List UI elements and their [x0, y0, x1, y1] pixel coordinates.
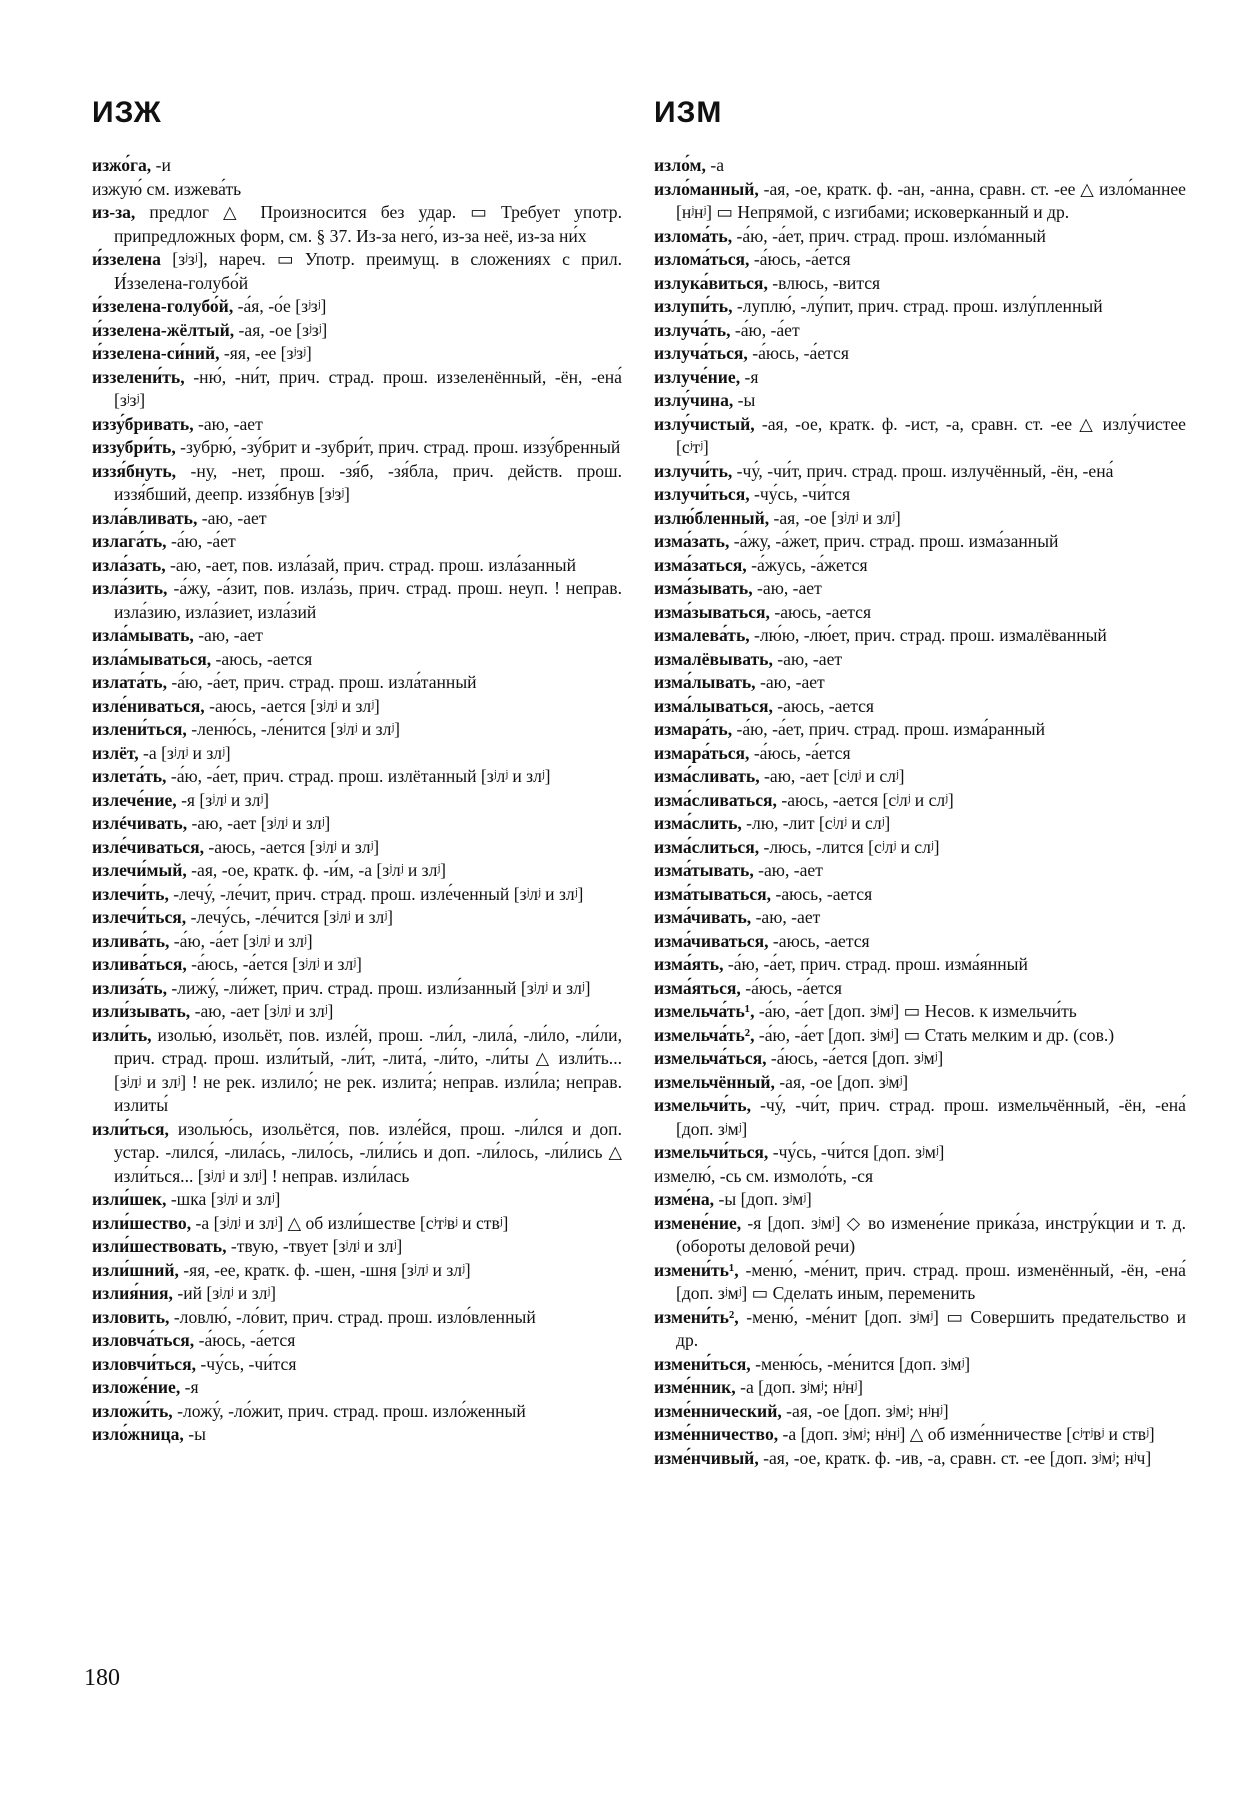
entry-body: измелю́, -сь см. измоло́ть, -ся	[654, 1165, 874, 1186]
entry-body: -ы	[733, 390, 756, 410]
entry-body: -меню́сь, -ме́нится [доп. зʲмʲ]	[750, 1353, 971, 1374]
entry-headword: излечи́мый,	[92, 860, 187, 880]
entry-body: -аюсь, -ается [зʲлʲ и злʲ]	[204, 836, 380, 857]
entry-headword: изма́слиться,	[654, 836, 760, 857]
entry-body: -а [доп. зʲмʲ; нʲнʲ] △ об изме́нничестве [сʲтʲвʲ и ствʲ]	[778, 1424, 1155, 1444]
entry-headword: излива́ть,	[92, 930, 170, 951]
entry-body: -аюсь, -ается [сʲлʲ и слʲ]	[776, 789, 954, 810]
entry-body: -аюсь, -ается	[211, 648, 313, 669]
dictionary-entry	[92, 765, 622, 789]
entry-headword: излупи́ть,	[654, 296, 733, 316]
dictionary-entry	[654, 248, 1186, 272]
dictionary-entry	[654, 1000, 1186, 1024]
entry-headword: изма́ять,	[654, 954, 724, 974]
entry-headword: иззубри́ть,	[92, 437, 176, 457]
entry-body: -я [доп. зʲмʲ] ◇ во измене́ние прика́за, инстру́кции и т. д. (обороты деловой речи)	[676, 1212, 1186, 1256]
dictionary-entry	[654, 765, 1186, 789]
entry-body: -лечу́, -ле́чит, прич. страд. прош. изле́ченный [зʲлʲ и злʲ]	[168, 883, 584, 904]
entry-body: -а́юсь, -а́ется	[747, 343, 849, 363]
entry-headword: изли́зывать,	[92, 1001, 191, 1021]
entry-body: -аюсь, -ается	[769, 601, 872, 622]
dictionary-entry	[654, 225, 1186, 249]
entry-headword: изма́зать,	[654, 531, 730, 551]
dictionary-entry	[654, 272, 1186, 296]
entry-body: -аю, -ает	[772, 648, 843, 669]
entry-body: -чу́сь, -чи́тся	[196, 1353, 297, 1374]
entry-body: -а́юсь, -а́ется [доп. зʲмʲ]	[766, 1048, 944, 1068]
entry-body: -а́юсь, -а́ется	[740, 977, 842, 998]
entry-headword: иззя́бнуть,	[92, 460, 177, 481]
entry-headword: изма́зываться,	[654, 601, 770, 622]
entry-headword: излива́ться,	[92, 954, 187, 974]
right-running-head: ИЗМ	[654, 96, 723, 129]
entry-headword: излага́ть,	[92, 531, 167, 551]
entry-body: -аю, -ает [сʲлʲ и слʲ]	[759, 766, 905, 786]
dictionary-entry	[92, 1000, 622, 1024]
entry-headword: изложи́ть,	[92, 1400, 173, 1421]
dictionary-entry	[654, 836, 1186, 860]
entry-headword: измельча́ться,	[654, 1048, 767, 1068]
entry-body: -ложу́, -ло́жит, прич. страд. прош. изло́женный	[172, 1400, 526, 1421]
entry-body: -ы [доп. зʲмʲ]	[714, 1189, 812, 1209]
dictionary-entry	[92, 742, 622, 766]
entry-body: -лечу́сь, -ле́чится [зʲлʲ и злʲ]	[186, 907, 393, 927]
entry-headword: изли́ть,	[92, 1024, 152, 1045]
entry-body: -а́ю, -а́ет, прич. страд. прош. изма́янный	[723, 954, 1028, 974]
dictionary-entry	[92, 671, 622, 695]
dictionary-entry	[92, 648, 622, 672]
entry-headword: излия́ния,	[92, 1283, 173, 1303]
entry-headword: излуча́ться,	[654, 343, 748, 363]
dictionary-entry	[92, 554, 622, 578]
dictionary-entry	[92, 695, 622, 719]
entry-headword: излучи́ться,	[654, 484, 750, 504]
entry-body: -а́жу, -а́жет, прич. страд. прош. изма́занный	[729, 531, 1059, 551]
dictionary-entry	[92, 1423, 622, 1447]
entry-headword: изма́слить,	[654, 813, 742, 833]
dictionary-entry	[654, 178, 1186, 225]
entry-body: -ну, -нет, прош. -зя́б, -зя́бла, прич. действ. прош. иззя́бший, деепр. иззя́бнув [зʲзʲ]	[114, 460, 622, 504]
entry-body: -зубрю́, -зу́брит и -зубри́т, прич. страд. прош. иззу́бренный	[175, 437, 621, 457]
entry-body: -а́юсь, -а́ется [зʲлʲ и злʲ]	[186, 954, 362, 974]
dictionary-entry	[92, 1376, 622, 1400]
entry-body: [зʲзʲ], нареч. ▭ Употр. преимущ. в сложениях с прил. И́ззелена-голубо́й	[114, 249, 622, 293]
entry-headword: изла́зить,	[92, 578, 168, 598]
entry-body: -люсь, -лится [сʲлʲ и слʲ]	[759, 836, 940, 857]
entry-body: изжую́ см. изжева́ть	[92, 178, 242, 199]
page-number: 180	[84, 1665, 120, 1691]
entry-headword: из-за,	[92, 202, 136, 222]
dictionary-entry	[654, 671, 1186, 695]
dictionary-entry	[654, 718, 1186, 742]
entry-body: -луплю́, -лу́пит, прич. страд. прош. излу́пленный	[732, 296, 1103, 316]
dictionary-entry	[654, 930, 1186, 954]
entry-headword: изловча́ться,	[92, 1330, 195, 1350]
entry-body: -ий [зʲлʲ и злʲ]	[172, 1283, 277, 1303]
dictionary-entry	[654, 812, 1186, 836]
dictionary-entry	[654, 742, 1186, 766]
left-entry-list	[92, 154, 622, 1447]
entry-body: -ловлю́, -ло́вит, прич. страд. прош. изло́вленный	[169, 1306, 536, 1327]
dictionary-entry	[92, 859, 622, 883]
dictionary-entry	[92, 366, 622, 413]
entry-body: -а́ю, -а́ет [зʲлʲ и злʲ]	[169, 930, 313, 951]
entry-body: -ая, -ое, кратк. ф. -и́м, -а [зʲлʲ и злʲ]	[186, 860, 446, 880]
entry-headword: излю́бленный,	[654, 507, 770, 528]
entry-headword: измельча́ть²,	[654, 1024, 755, 1045]
right-column	[654, 96, 1186, 1470]
dictionary-entry	[92, 930, 622, 954]
dictionary-entry	[654, 1165, 1186, 1189]
entry-body: -аю, -ает [зʲлʲ и злʲ]	[187, 813, 331, 833]
dictionary-entry	[654, 1400, 1186, 1424]
entry-body: -аю, -ает	[753, 860, 823, 880]
entry-body: -а́жу, -а́зит, пов. изла́зь, прич. страд. прош. неуп. ! неправ. изла́зию, изла́зиет, изла́зий	[114, 578, 622, 622]
entry-body: -аю, -ает	[751, 907, 821, 927]
entry-headword: изловчи́ться,	[92, 1353, 196, 1374]
dictionary-entry	[654, 530, 1186, 554]
entry-headword: изли́шество,	[92, 1212, 192, 1233]
entry-headword: излéчивать,	[92, 813, 188, 833]
dictionary-entry	[654, 789, 1186, 813]
entry-headword: изла́вливать,	[92, 507, 198, 528]
entry-body: -лижу́, -ли́жет, прич. страд. прош. изли́занный [зʲлʲ и злʲ]	[166, 977, 591, 998]
left-running-head: ИЗЖ	[92, 96, 162, 129]
dictionary-entry	[92, 883, 622, 907]
entry-body: -а́ю, -а́ет, прич. страд. прош. изло́манный	[732, 225, 1046, 246]
entry-headword: изла́мываться,	[92, 648, 212, 669]
dictionary-entry	[92, 836, 622, 860]
entry-headword: изло́м,	[654, 155, 706, 175]
entry-body: -а́юсь, -а́ется	[749, 742, 851, 763]
dictionary-entry	[654, 601, 1186, 625]
dictionary-entry	[654, 1047, 1186, 1071]
entry-body: -лю, -лит [сʲлʲ и слʲ]	[741, 813, 891, 833]
entry-headword: измени́ть²,	[654, 1306, 739, 1327]
dictionary-entry	[92, 1212, 622, 1236]
entry-headword: излечи́ть,	[92, 883, 169, 904]
dictionary-entry	[654, 624, 1186, 648]
dictionary-entry	[654, 1071, 1186, 1095]
entry-headword: измалева́ть,	[654, 625, 750, 645]
entry-headword: и́ззелена-си́ний,	[92, 343, 220, 363]
entry-headword: излома́ться,	[654, 249, 750, 269]
entry-body: -а́ю, -а́ет	[730, 319, 800, 340]
entry-headword: измельчённый,	[654, 1071, 775, 1092]
dictionary-entry	[654, 648, 1186, 672]
entry-headword: иззелени́ть,	[92, 366, 185, 387]
entry-body: -ая, -ое, кратк. ф. -ист, -а, сравн. ст. -ее △ излу́чистее [сʲтʲ]	[676, 413, 1186, 457]
entry-headword: изма́лываться,	[654, 695, 773, 716]
entry-headword: излиза́ть,	[92, 977, 167, 998]
dictionary-entry	[92, 1329, 622, 1353]
entry-body: -а́ю, -а́ет, прич. страд. прош. изма́ранный	[732, 719, 1046, 739]
entry-headword: и́ззелена-голубо́й,	[92, 296, 234, 316]
dictionary-entry	[654, 1353, 1186, 1377]
entry-body: -аюсь, -ается	[768, 930, 870, 951]
entry-headword: изме́на,	[654, 1189, 715, 1209]
entry-body: -ая, -ое [зʲзʲ]	[234, 319, 328, 340]
entry-body: -чу́, -чи́т, прич. страд. прош. измельчённый, -ён, -ена́ [доп. зʲмʲ]	[676, 1095, 1186, 1139]
entry-headword: излета́ть,	[92, 766, 167, 786]
entry-body: -аю, -ает	[197, 507, 267, 528]
entry-body: -я	[180, 1377, 199, 1397]
entry-headword: изле́чиваться,	[92, 836, 205, 857]
entry-body: -шка [зʲлʲ и злʲ]	[166, 1189, 281, 1209]
dictionary-entry	[92, 178, 622, 202]
entry-body: -аю, -ает	[193, 625, 263, 645]
entry-headword: изма́тываться,	[654, 883, 772, 904]
dictionary-entry	[92, 1306, 622, 1330]
entry-headword: изме́нчивый,	[654, 1447, 759, 1468]
dictionary-entry	[92, 1400, 622, 1424]
entry-headword: измене́ние,	[654, 1212, 742, 1233]
entry-body: -аюсь, -ается	[771, 883, 873, 904]
entry-headword: излёт,	[92, 742, 139, 763]
dictionary-entry	[92, 789, 622, 813]
entry-headword: излома́ть,	[654, 225, 733, 246]
entry-body: -я	[740, 366, 759, 387]
entry-body: -а [зʲлʲ и злʲ] △ об изли́шестве [сʲтʲвʲ и ствʲ]	[191, 1212, 509, 1233]
entry-body: -а [доп. зʲмʲ; нʲнʲ]	[735, 1377, 863, 1397]
entry-headword: изло́жница,	[92, 1424, 184, 1444]
entry-headword: излуча́ть,	[654, 319, 731, 340]
entry-body: предлог △ Произносится без удар. ▭ Требует употр. припредложных форм, см. § 37. Из-за него́, из-за неё, из-за ни́х	[114, 202, 622, 246]
entry-headword: изли́ться,	[92, 1118, 169, 1139]
entry-body: -аюсь, -ается [зʲлʲ и злʲ]	[204, 695, 380, 716]
dictionary-entry	[92, 507, 622, 531]
entry-body: -ая, -ое [доп. зʲмʲ; нʲнʲ]	[781, 1400, 949, 1421]
entry-headword: изма́яться,	[654, 977, 741, 998]
entry-body: -а [зʲлʲ и злʲ]	[138, 742, 231, 763]
entry-body: -аю, -ает [зʲлʲ и злʲ]	[190, 1001, 334, 1021]
dictionary-entry	[654, 389, 1186, 413]
dictionary-entry	[92, 812, 622, 836]
dictionary-entry	[654, 977, 1186, 1001]
dictionary-entry	[92, 530, 622, 554]
entry-headword: и́ззелена-жёлтый,	[92, 319, 235, 340]
entry-headword: изло́манный,	[654, 178, 759, 199]
entry-body: -ая, -ое [зʲлʲ и злʲ]	[769, 507, 901, 528]
entry-headword: измени́ться,	[654, 1353, 751, 1374]
dictionary-entry	[92, 460, 622, 507]
entry-headword: излата́ть,	[92, 672, 167, 692]
entry-body: -чу́сь, -чи́тся [доп. зʲмʲ]	[768, 1142, 945, 1162]
entry-body: -ая, -ое [доп. зʲмʲ]	[774, 1071, 909, 1092]
entry-body: -ая, -ое, кратк. ф. -ан, -анна, сравн. ст. -ее △ изло́маннее [нʲнʲ] ▭ Непрямой, с изгибами; исковерканный и др.	[676, 178, 1186, 222]
entry-body: -я [зʲлʲ и злʲ]	[176, 789, 270, 810]
dictionary-entry	[654, 1212, 1186, 1259]
entry-headword: излучи́ть,	[654, 460, 733, 481]
dictionary-entry	[654, 1094, 1186, 1141]
dictionary-entry	[92, 295, 622, 319]
dictionary-entry	[92, 342, 622, 366]
dictionary-entry	[92, 201, 622, 248]
entry-headword: изме́нничество,	[654, 1424, 779, 1444]
entry-body: -а́жусь, -а́жется	[746, 554, 868, 575]
entry-body: -меню́, -ме́нит, прич. страд. прош. изменённый, -ён, -ена́ [доп. зʲмʲ] ▭ Сделать иным, переменить	[676, 1259, 1186, 1303]
dictionary-entry	[654, 413, 1186, 460]
entry-headword: изма́лывать,	[654, 672, 756, 692]
entry-body: -а	[705, 155, 725, 175]
entry-body: -аю, -ает	[193, 413, 263, 434]
entry-headword: изма́сливаться,	[654, 789, 777, 810]
entry-body: -чу́, -чи́т, прич. страд. прош. излучённый, -ён, -ена́	[732, 460, 1114, 481]
entry-headword: измельча́ть¹,	[654, 1001, 755, 1021]
entry-headword: изма́чивать,	[654, 907, 752, 927]
dictionary-entry	[92, 577, 622, 624]
entry-headword: изма́тывать,	[654, 860, 754, 880]
entry-body: -ая, -ое, кратк. ф. -ив, -а, сравн. ст. -ее [доп. зʲмʲ; нʲч]	[758, 1447, 1152, 1468]
dictionary-entry	[92, 248, 622, 295]
dictionary-entry	[92, 436, 622, 460]
entry-headword: излука́виться,	[654, 272, 768, 293]
entry-headword: измельчи́ть,	[654, 1095, 751, 1115]
dictionary-entry	[654, 154, 1186, 178]
entry-headword: изли́шествовать,	[92, 1236, 227, 1256]
entry-headword: излуче́ние,	[654, 366, 741, 387]
dictionary-entry	[654, 366, 1186, 390]
entry-body: изолью́сь, изольётся, пов. изле́йся, прош. -ли́лся и доп. устар. -лился́, -лила́сь, -лило́сь, -ли́ли́сь и доп. -ли́лось, -ли́лись △ изли́ться... [зʲлʲ и злʲ] ! неправ. изли́лась	[114, 1118, 622, 1186]
entry-headword: измара́ться,	[654, 742, 750, 763]
dictionary-entry	[92, 1353, 622, 1377]
dictionary-entry	[92, 319, 622, 343]
dictionary-entry	[654, 554, 1186, 578]
entry-headword: изле́ниваться,	[92, 695, 205, 716]
entry-body: -а́ю, -а́ет [доп. зʲмʲ] ▭ Стать мелким и др. (сов.)	[754, 1024, 1115, 1045]
entry-headword: измалёвывать,	[654, 648, 773, 669]
dictionary-entry	[92, 718, 622, 742]
entry-body: -аюсь, -ается	[772, 695, 875, 716]
dictionary-entry	[92, 1282, 622, 1306]
dictionary-entry	[654, 342, 1186, 366]
dictionary-entry	[654, 483, 1186, 507]
entry-headword: изжо́га,	[92, 155, 152, 175]
entry-body: -яя, -ее [зʲзʲ]	[219, 343, 312, 363]
dictionary-entry	[654, 1306, 1186, 1353]
dictionary-entry	[92, 906, 622, 930]
dictionary-entry	[654, 295, 1186, 319]
dictionary-entry	[654, 1188, 1186, 1212]
entry-body: -аю, -ает, пов. изла́зай, прич. страд. прош. изла́занный	[165, 554, 577, 575]
entry-headword: изма́зывать,	[654, 578, 753, 598]
entry-headword: изма́чиваться,	[654, 930, 769, 951]
entry-body: -яя, -ее, кратк. ф. -шен, -шня [зʲлʲ и злʲ]	[178, 1259, 471, 1280]
dictionary-entry	[92, 953, 622, 977]
entry-headword: измельчи́ться,	[654, 1142, 769, 1162]
entry-body: -меню́, -ме́нит [доп. зʲмʲ] ▭ Совершить предательство и др.	[676, 1306, 1186, 1350]
dictionary-entry	[92, 1235, 622, 1259]
dictionary-entry	[92, 624, 622, 648]
dictionary-entry	[654, 507, 1186, 531]
entry-headword: изма́заться,	[654, 554, 747, 575]
dictionary-entry	[92, 154, 622, 178]
entry-headword: изла́зать,	[92, 554, 166, 575]
entry-headword: изма́сливать,	[654, 766, 760, 786]
dictionary-entry	[654, 695, 1186, 719]
dictionary-entry	[654, 460, 1186, 484]
dictionary-entry	[654, 1024, 1186, 1048]
dictionary-entry	[654, 953, 1186, 977]
entry-body: -влюсь, -вится	[767, 272, 881, 293]
entry-body: -а́юсь, -а́ется	[194, 1330, 296, 1350]
entry-body: -леню́сь, -ле́нится [зʲлʲ и злʲ]	[186, 719, 400, 739]
dictionary-entry	[92, 1259, 622, 1283]
entry-body: -а́юсь, -а́ется	[749, 249, 851, 269]
dictionary-entry	[654, 1423, 1186, 1447]
dictionary-entry	[654, 859, 1186, 883]
right-entry-list	[654, 154, 1186, 1470]
entry-body: -и	[151, 155, 171, 175]
dictionary-entry	[654, 1259, 1186, 1306]
dictionary-entry	[92, 1118, 622, 1189]
entry-body: -аю, -ает	[752, 578, 822, 598]
entry-headword: изла́мывать,	[92, 625, 194, 645]
entry-body: -чу́сь, -чи́тся	[749, 484, 851, 504]
dictionary-entry	[654, 319, 1186, 343]
dictionary-entry	[92, 1024, 622, 1118]
entry-headword: измара́ть,	[654, 719, 733, 739]
dictionary-entry	[92, 1188, 622, 1212]
entry-headword: и́ззелена	[92, 249, 161, 269]
dictionary-entry	[654, 577, 1186, 601]
entry-headword: изловить,	[92, 1306, 170, 1327]
entry-body: -лю́ю, -лю́ет, прич. страд. прош. измалёванный	[749, 625, 1107, 645]
entry-headword: излу́чистый,	[654, 413, 755, 434]
entry-body: -а́ю, -а́ет, прич. страд. прош. изла́танный	[166, 672, 477, 692]
entry-headword: излени́ться,	[92, 719, 187, 739]
entry-headword: излу́чина,	[654, 390, 734, 410]
entry-headword: излечи́ться,	[92, 907, 187, 927]
entry-body: -а́ю, -а́ет	[166, 531, 236, 551]
entry-body: -ню́, -ни́т, прич. страд. прош. иззеленённый, -ён, -ена́ [зʲзʲ]	[114, 366, 622, 410]
dictionary-entry	[92, 413, 622, 437]
entry-body: -твую, -твует [зʲлʲ и злʲ]	[226, 1236, 403, 1256]
dictionary-entry	[654, 1141, 1186, 1165]
entry-body: -а́ю, -а́ет, прич. страд. прош. излётанный [зʲлʲ и злʲ]	[166, 766, 551, 786]
dictionary-entry	[654, 1447, 1186, 1471]
entry-headword: излече́ние,	[92, 789, 177, 810]
entry-headword: изме́нник,	[654, 1377, 736, 1397]
entry-headword: изме́ннический,	[654, 1400, 782, 1421]
dictionary-entry	[92, 977, 622, 1001]
entry-headword: изложе́ние,	[92, 1377, 181, 1397]
entry-headword: измени́ть¹,	[654, 1259, 739, 1280]
entry-body: изолью́, изольёт, пов. изле́й, прош. -ли́л, -лила́, -ли́ло, -ли́ли, прич. страд. прош. изли́тый, -ли́т, -лита́, -ли́то, -ли́ты △ изли́ть... [зʲлʲ и злʲ] ! не рек. излило́; не рек. излита́; неправ. изли́ла; неправ. излиты́	[114, 1024, 622, 1115]
entry-body: -ы	[183, 1424, 206, 1444]
entry-body: -а́я, -о́е [зʲзʲ]	[233, 296, 327, 316]
entry-headword: изли́шний,	[92, 1259, 179, 1280]
entry-body: -аю, -ает	[755, 672, 825, 692]
dictionary-entry	[654, 1376, 1186, 1400]
dictionary-entry	[654, 883, 1186, 907]
left-column	[92, 96, 622, 1447]
dictionary-entry	[654, 906, 1186, 930]
entry-headword: иззу́бривать,	[92, 413, 194, 434]
entry-body: -а́ю, -а́ет [доп. зʲмʲ] ▭ Несов. к измельчи́ть	[754, 1001, 1077, 1021]
entry-headword: изли́шек,	[92, 1189, 167, 1209]
